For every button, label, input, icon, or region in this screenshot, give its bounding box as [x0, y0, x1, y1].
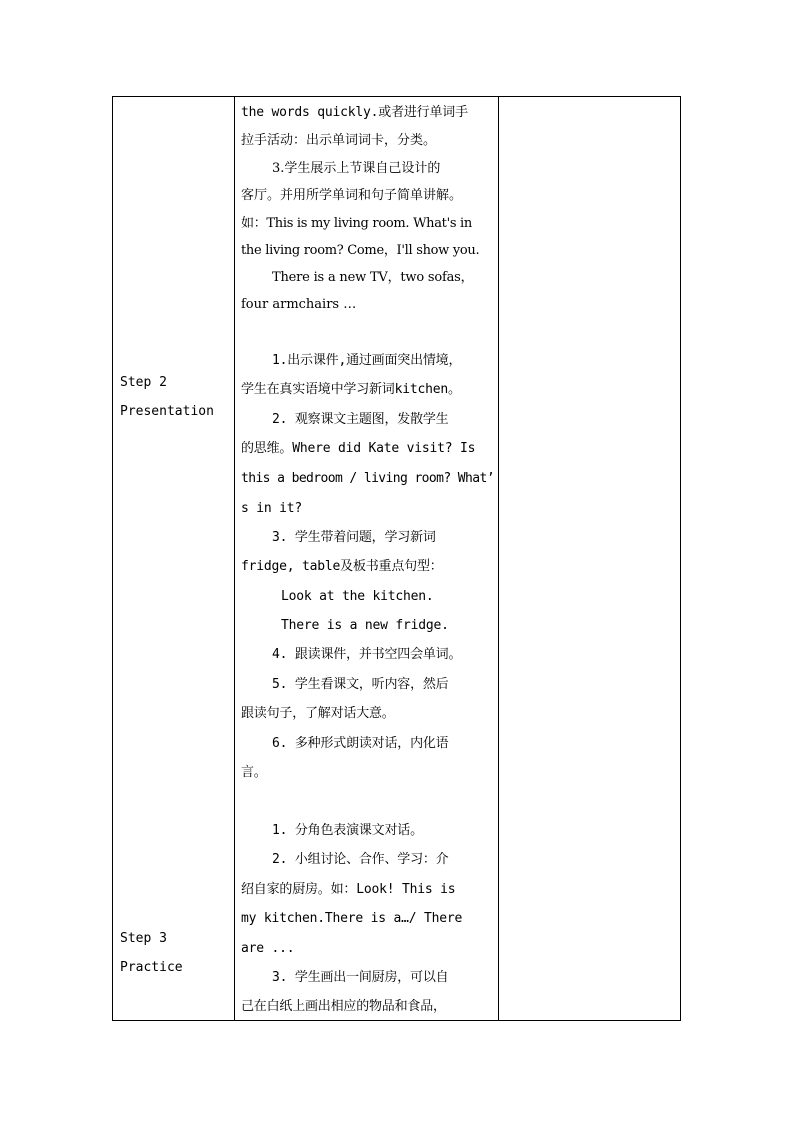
content-line: my kitchen.There is a…/ There	[241, 911, 463, 926]
content-line: 1.出示课件,通过画面突出情境，	[272, 353, 462, 368]
content-line: this a bedroom / living room? What’	[241, 471, 494, 486]
step-3-title: Practice	[120, 960, 183, 975]
content-line: 绍自家的厨房。如：Look! This is	[241, 882, 456, 897]
content-line: 言。	[241, 765, 267, 780]
content-line: There is a new TV，two sofas，	[272, 270, 474, 285]
content-line: 学生在真实语境中学习新词kitchen。	[241, 382, 461, 397]
content-line: 的思维。Where did Kate visit? Is	[241, 441, 476, 456]
content-line: 2. 小组讨论、合作、学习：介	[272, 852, 449, 867]
content-line: 跟读句子，了解对话大意。	[241, 706, 395, 721]
content-line: 己在白纸上画出相应的物品和食品，	[241, 999, 446, 1014]
column-divider	[234, 97, 235, 1020]
content-line: fridge, table及板书重点句型：	[241, 559, 443, 574]
content-line: 1. 分角色表演课文对话。	[272, 823, 423, 838]
step-3-cell	[120, 924, 230, 982]
column-divider	[498, 97, 499, 1020]
content-line: 5. 学生看课文，听内容，然后	[272, 677, 449, 692]
content-line: 3.学生展示上节课自己设计的	[272, 161, 441, 176]
step-3-label: Step 3	[120, 931, 167, 946]
content-line: the words quickly.或者进行单词手	[241, 105, 468, 120]
content-line: 4. 跟读课件，并书空四会单词。	[272, 647, 462, 662]
content-line: Look at the kitchen.	[281, 589, 434, 604]
step-2-cell	[120, 368, 230, 426]
content-line: the living room? Come，I'll show you.	[241, 243, 480, 258]
content-line: 6. 多种形式朗读对话，内化语	[272, 736, 449, 751]
content-line: 如：This is my living room. What's in	[241, 216, 472, 231]
lesson-plan-table	[112, 96, 681, 1021]
content-line: four armchairs …	[241, 297, 357, 312]
content-line: There is a new fridge.	[281, 618, 449, 633]
content-line: 3. 学生画出一间厨房，可以自	[272, 970, 449, 985]
content-line: 客厅。并用所学单词和句子简单讲解。	[241, 188, 463, 203]
content-line: s in it?	[241, 501, 303, 516]
content-line: 拉手活动：出示单词词卡，分类。	[241, 133, 437, 148]
content-line: 2. 观察课文主题图，发散学生	[272, 412, 449, 427]
content-line: 3. 学生带着问题，学习新词	[272, 530, 436, 545]
content-line: are ...	[241, 941, 295, 956]
step-2-label: Step 2	[120, 375, 167, 390]
step-2-title: Presentation	[120, 404, 214, 419]
